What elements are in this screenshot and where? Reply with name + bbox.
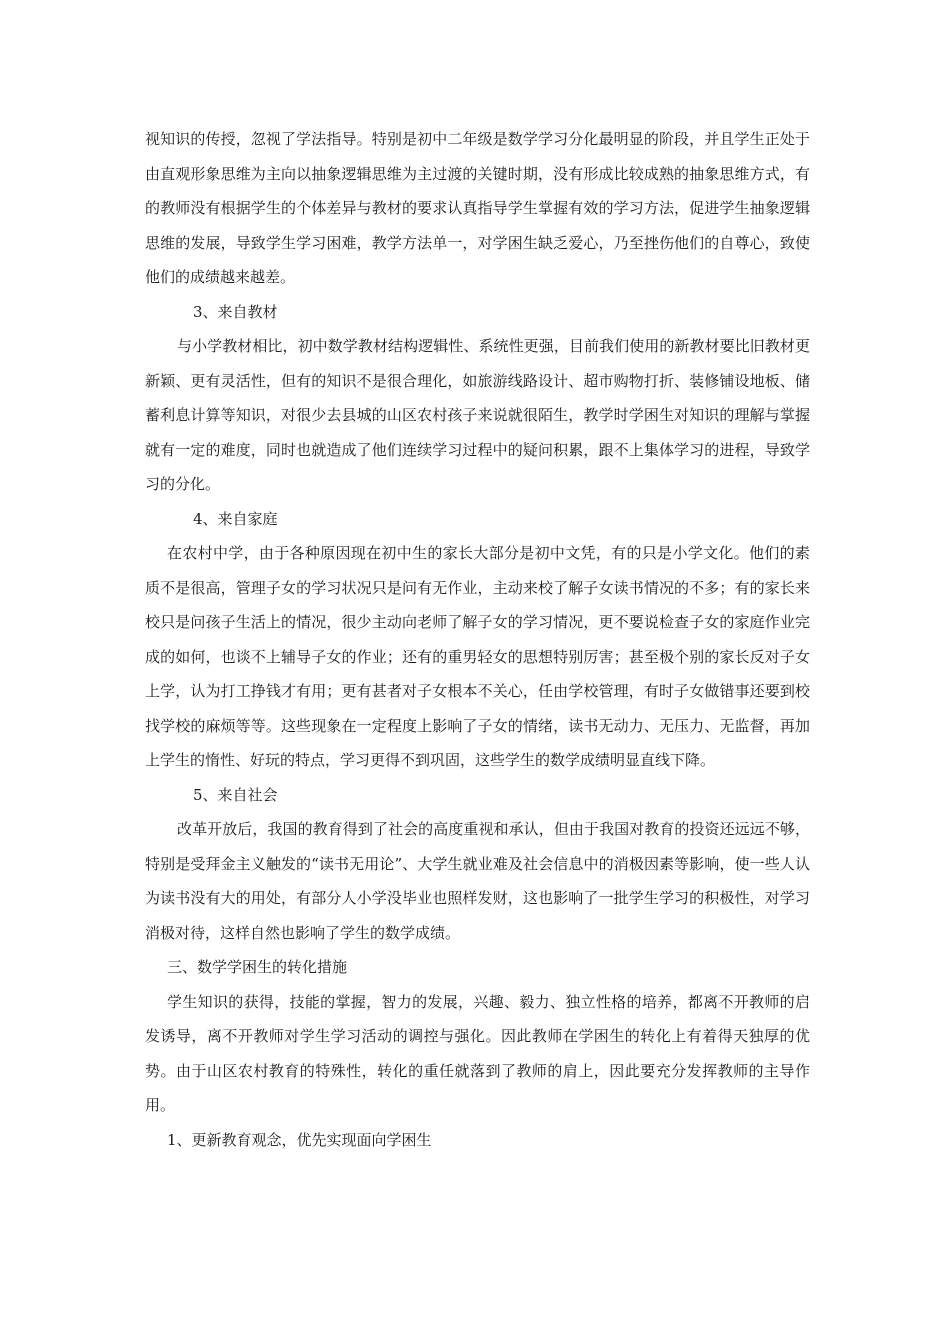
section-heading-measures: 三、数学学困生的转化措施 <box>167 958 348 976</box>
paragraph-measures: 学生知识的获得，技能的掌握，智力的发展，兴趣、毅力、独立性格的培养，都离不开教师的启发诱导，离不开教师对学生学习活动的调控与强化。因此教师在学困生的转化上有着得天独厚的优势。由于山区农村教育的特殊性，转化的重任就落到了教师的肩上，因此要充分发挥教师的主导作用。 <box>145 992 810 1114</box>
paragraph-textbook: 与小学教材相比，初中数学教材结构逻辑性、系统性更强，目前我们使用的新教材要比旧教材更新颖、更有灵活性，但有的知识不是很合理化，如旅游线路设计、超市购物打折、装修铺设地板、储蓄利息计算等知识，对很少去县城的山区农村孩子来说就很陌生，教学时学困生对知识的理解与掌握就有一定的难度，同时也就造成了他们连续学习过程中的疑问积累，跟不上集体学习的进程，导致学习的分化。 <box>145 337 810 493</box>
heading-from-society: 5、来自社会 <box>193 785 278 804</box>
paragraph-family: 在农村中学，由于各种原因现在初中生的家长大部分是初中文凭，有的只是小学文化。他们的素质不是很高，管理子女的学习状况只是问有无作业，主动来校了解子女读书情况的不多；有的家长来校只是问孩子生活上的情况，很少主动向老师了解子女的学习情况，更不要说检查子女的家庭作业完成的如何，也谈不上辅导子女的作业；还有的重男轻女的思想特别厉害；甚至极个别的家长反对子女上学，认为打工挣钱才有用；更有甚者对子女根本不关心，任由学校管理，有时子女做错事还要到校找学校的麻烦等等。这些现象在一定程度上影响了子女的情绪，读书无动力、无压力、无监督，再加上学生的惰性、好玩的特点，学习更得不到巩固，这些学生的数学成绩明显直线下降。 <box>145 544 810 769</box>
paragraph-society: 改革开放后，我国的教育得到了社会的高度重视和承认，但由于我国对教育的投资还远远不够，特别是受拜金主义触发的“读书无用论”、大学生就业难及社会信息中的消极因素等影响，使一些人认为读书没有大的用处，有部分人小学没毕业也照样发财，这也影响了一批学生学习的积极性，对学习消极对待，这样自然也影响了学生的数学成绩。 <box>145 820 810 942</box>
document-body <box>145 122 810 1157</box>
heading-from-textbook: 3、来自教材 <box>193 302 278 321</box>
heading-update-concept: 1、更新教育观念，优先实现面向学困生 <box>167 1130 432 1149</box>
paragraph-teaching-method: 视知识的传授，忽视了学法指导。特别是初中二年级是数学学习分化最明显的阶段，并且学生正处于由直观形象思维为主向以抽象逻辑思维为主过渡的关键时期，没有形成比较成熟的抽象思维方式，有的教师没有根据学生的个体差异与教材的要求认真指导学生掌握有效的学习方法，促进学生抽象逻辑思维的发展，导致学生学习困难，教学方法单一，对学困生缺乏爱心，乃至挫伤他们的自尊心，致使他们的成绩越来越差。 <box>145 130 810 286</box>
heading-from-family: 4、来自家庭 <box>193 509 278 528</box>
